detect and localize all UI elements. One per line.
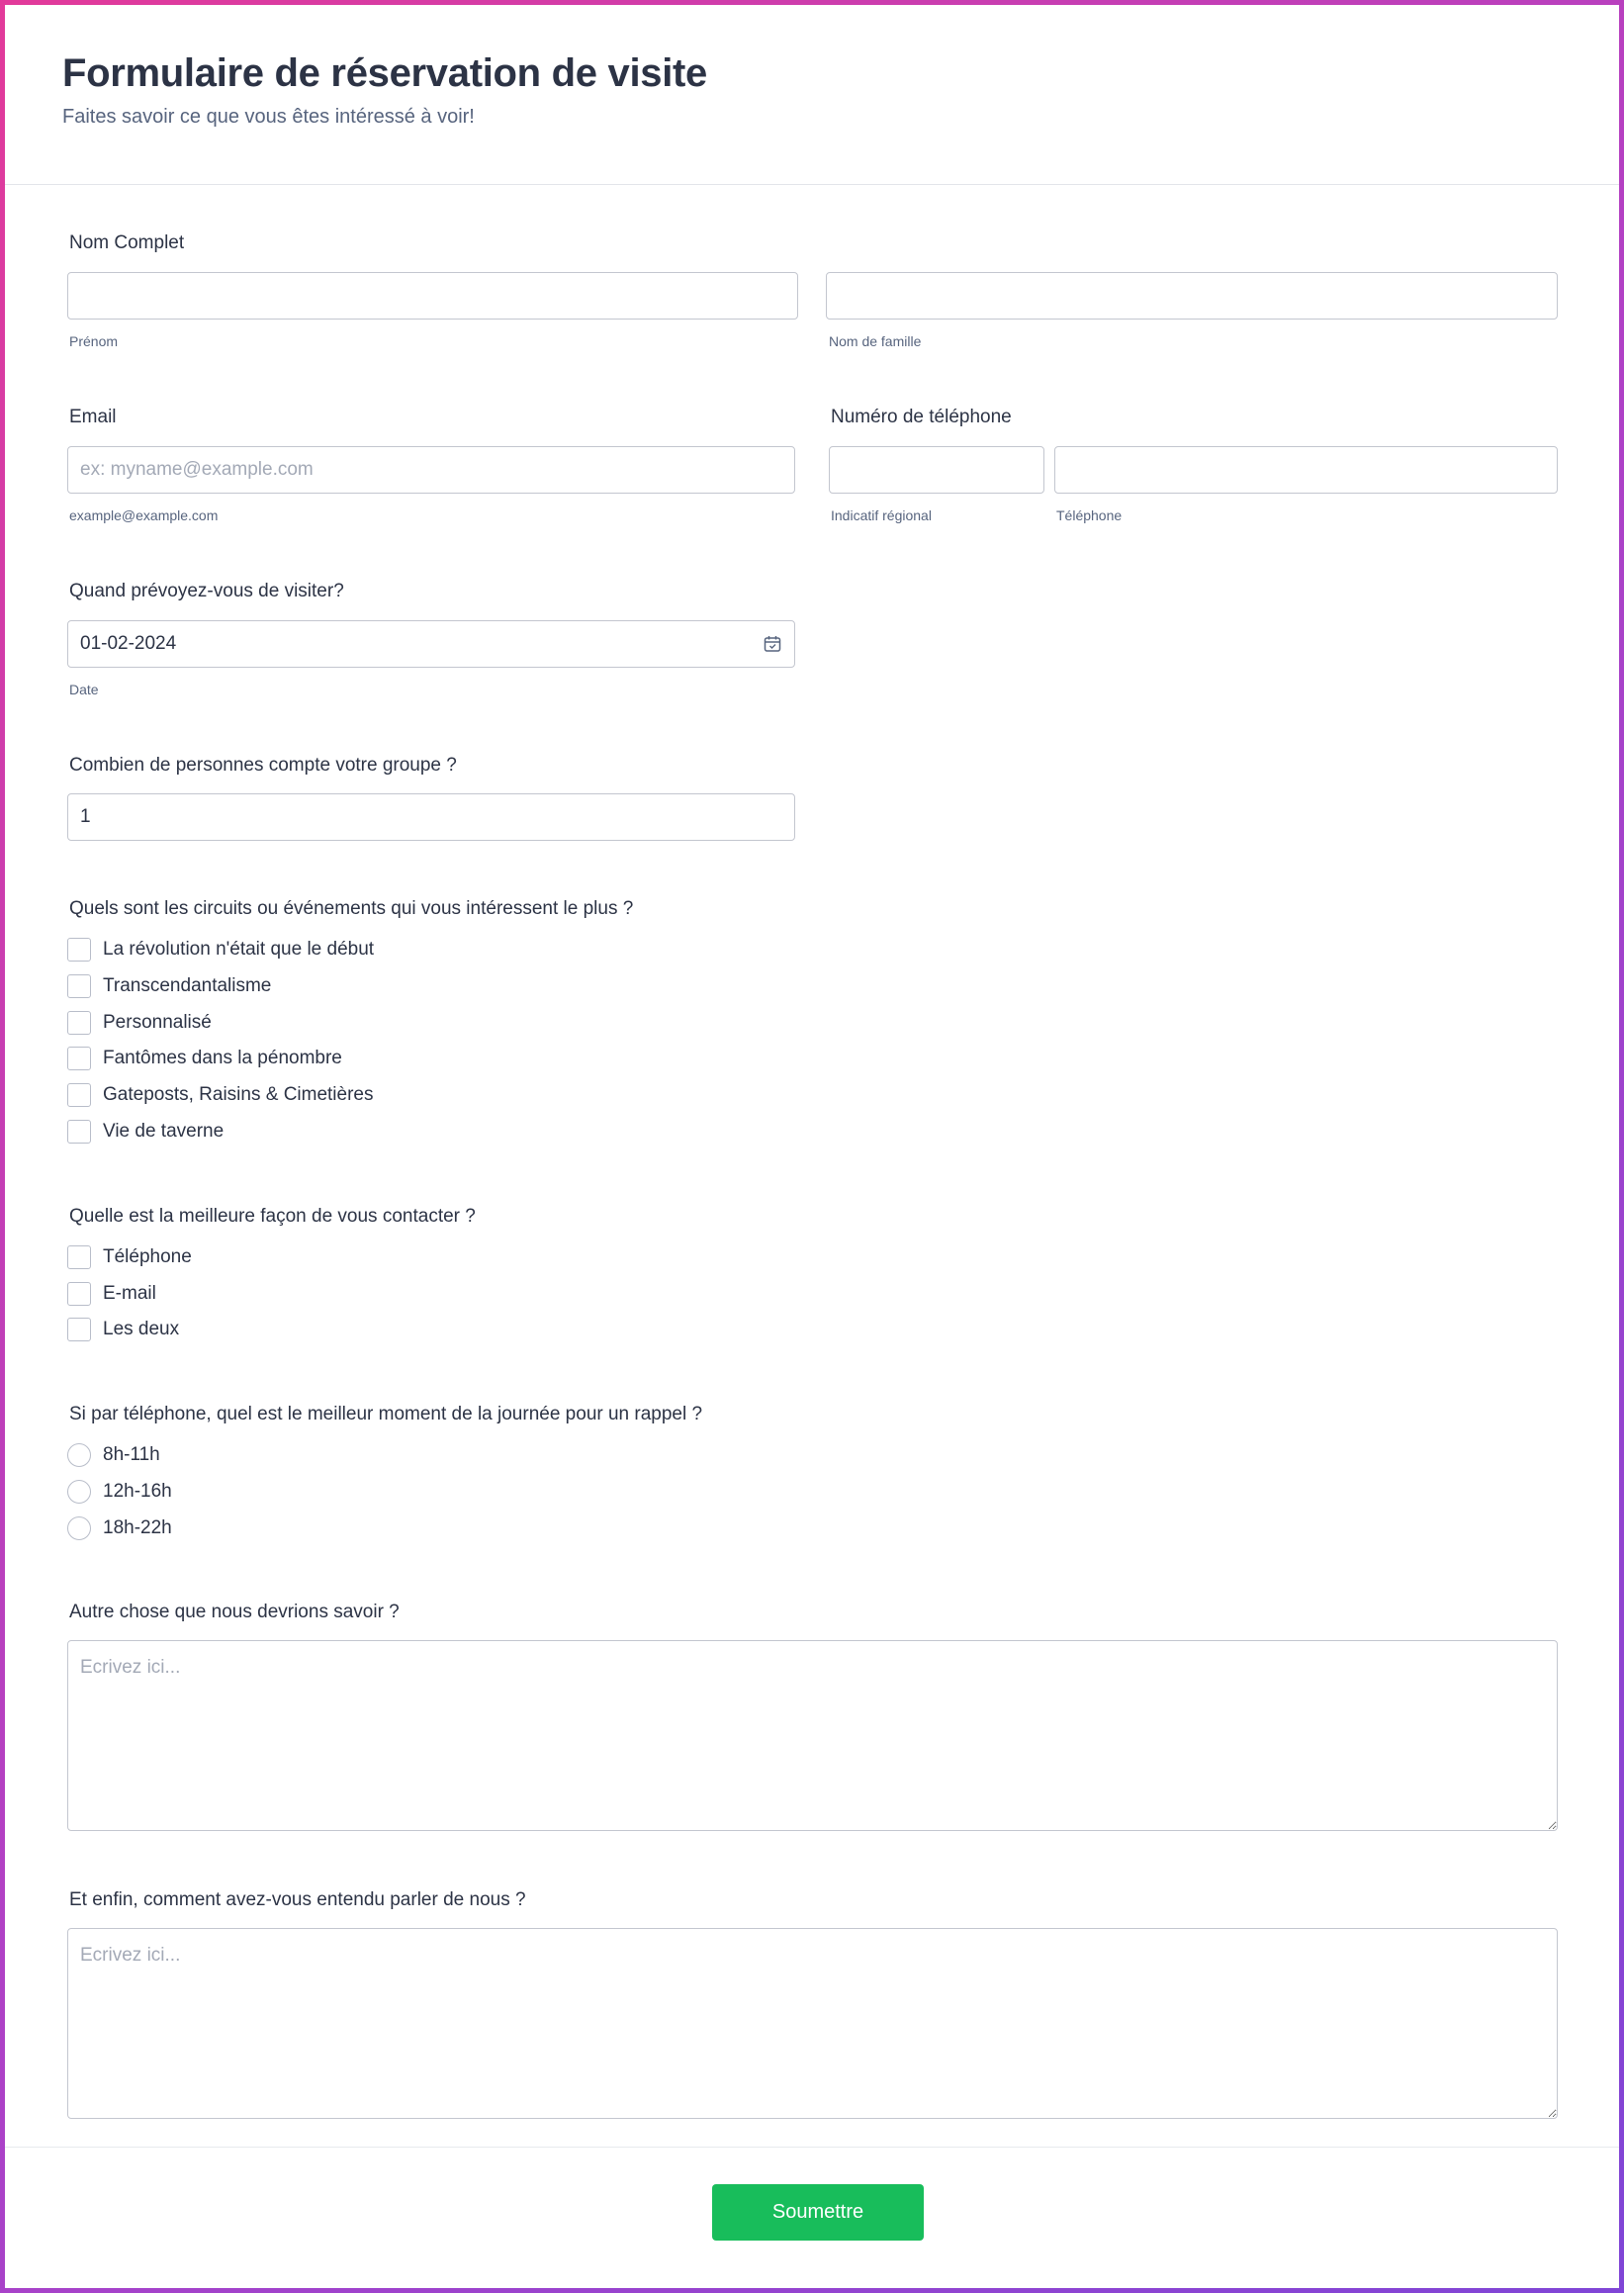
- checkbox[interactable]: [67, 1245, 91, 1269]
- checkbox[interactable]: [67, 1011, 91, 1035]
- contact-method-label: Quelle est la meilleure façon de vous contacter ?: [69, 1206, 476, 1227]
- checkbox[interactable]: [67, 938, 91, 962]
- radio-button[interactable]: [67, 1480, 91, 1504]
- full-name-label: Nom Complet: [69, 232, 185, 253]
- contact-option[interactable]: [67, 1317, 179, 1342]
- group-size-input[interactable]: [67, 793, 795, 841]
- tour-option[interactable]: [67, 1046, 342, 1071]
- calendar-icon[interactable]: [763, 634, 782, 654]
- callback-option[interactable]: [67, 1515, 172, 1541]
- other-info-textarea[interactable]: [67, 1640, 1558, 1831]
- checkbox[interactable]: [67, 1083, 91, 1107]
- callback-option-label: 18h-22h: [103, 1517, 172, 1538]
- checkbox[interactable]: [67, 1282, 91, 1306]
- last-name-sublabel: Nom de famille: [829, 333, 922, 349]
- tours-label: Quels sont les circuits ou événements qui vous intéressent le plus ?: [69, 898, 634, 919]
- date-value: 01-02-2024: [80, 633, 177, 654]
- submit-button[interactable]: Soumettre: [712, 2184, 924, 2241]
- tour-option-label: Transcendantalisme: [103, 975, 272, 996]
- area-code-input[interactable]: [829, 446, 1044, 494]
- tour-option[interactable]: [67, 1082, 374, 1108]
- area-code-sublabel: Indicatif régional: [831, 507, 932, 523]
- first-name-input[interactable]: [67, 272, 798, 320]
- tour-option[interactable]: [67, 1119, 224, 1145]
- checkbox[interactable]: [67, 1318, 91, 1341]
- tour-option-label: Vie de taverne: [103, 1121, 225, 1142]
- contact-option-label: Téléphone: [103, 1246, 192, 1267]
- tour-option[interactable]: [67, 1010, 212, 1036]
- last-name-input[interactable]: [826, 272, 1558, 320]
- email-field[interactable]: [67, 446, 795, 494]
- first-name-sublabel: Prénom: [69, 333, 119, 349]
- tour-option-label: La révolution n'était que le début: [103, 939, 375, 960]
- group-size-label: Combien de personnes compte votre groupe ?: [69, 755, 457, 776]
- contact-option[interactable]: [67, 1244, 192, 1270]
- contact-option[interactable]: [67, 1281, 156, 1307]
- phone-label: Numéro de téléphone: [831, 407, 1012, 427]
- page-title: Formulaire de réservation de visite: [62, 51, 707, 95]
- contact-option-label: Les deux: [103, 1319, 180, 1339]
- tour-option[interactable]: [67, 937, 374, 963]
- tour-option[interactable]: [67, 973, 271, 999]
- checkbox[interactable]: [67, 1047, 91, 1070]
- checkbox[interactable]: [67, 1120, 91, 1144]
- callback-option-label: 8h-11h: [103, 1444, 160, 1465]
- page-subtitle: Faites savoir ce que vous êtes intéressé à voir!: [62, 106, 475, 128]
- tour-option-label: Fantômes dans la pénombre: [103, 1048, 342, 1068]
- visit-date-label: Quand prévoyez-vous de visiter?: [69, 581, 344, 601]
- date-picker-input[interactable]: [67, 620, 795, 668]
- callback-option[interactable]: [67, 1479, 172, 1505]
- visit-date-sublabel: Date: [69, 682, 99, 697]
- radio-button[interactable]: [67, 1516, 91, 1540]
- radio-button[interactable]: [67, 1443, 91, 1467]
- callback-option-label: 12h-16h: [103, 1481, 172, 1502]
- callback-time-label: Si par téléphone, quel est le meilleur moment de la journée pour un rappel ?: [69, 1404, 703, 1424]
- group-size-value: 1: [80, 806, 91, 827]
- checkbox[interactable]: [67, 974, 91, 998]
- contact-option-label: E-mail: [103, 1283, 156, 1304]
- tour-option-label: Gateposts, Raisins & Cimetières: [103, 1084, 374, 1105]
- email-label: Email: [69, 407, 117, 427]
- email-sublabel: example@example.com: [69, 507, 219, 523]
- callback-option[interactable]: [67, 1442, 160, 1468]
- tour-option-label: Personnalisé: [103, 1012, 212, 1033]
- phone-number-input[interactable]: [1054, 446, 1558, 494]
- phone-number-sublabel: Téléphone: [1056, 507, 1123, 523]
- referral-textarea[interactable]: [67, 1928, 1558, 2119]
- other-info-label: Autre chose que nous devrions savoir ?: [69, 1602, 400, 1622]
- referral-label: Et enfin, comment avez-vous entendu parler de nous ?: [69, 1889, 526, 1910]
